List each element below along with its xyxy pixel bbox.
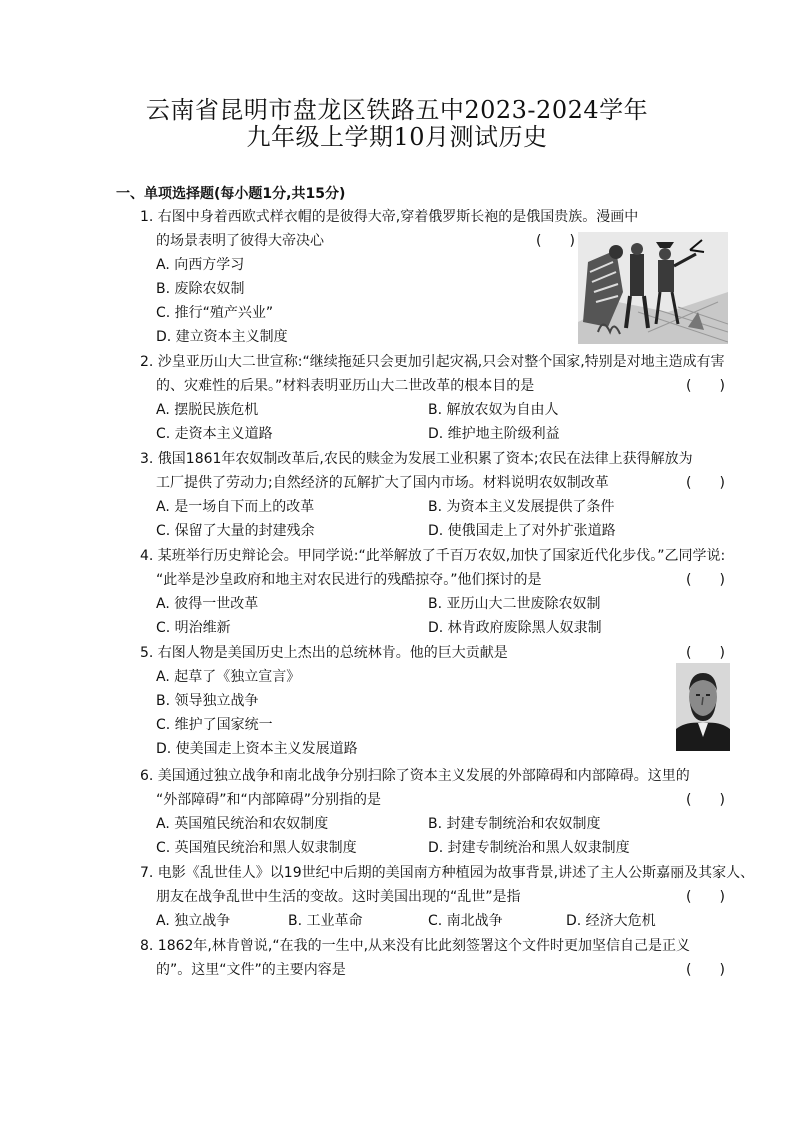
- q4-option-d[interactable]: D. 林肯政府废除黑人奴隶制: [428, 620, 602, 636]
- q4-stem-line1: 4. 某班举行历史辩论会。甲同学说:“此举解放了千百万农奴,加快了国家近代化步伐。”乙同学说:: [140, 548, 726, 564]
- q2-stem-line1: 2. 沙皇亚历山大二世宣称:“继续拖延只会更加引起灾祸,只会对整个国家,特别是对地主造成有害: [140, 354, 725, 370]
- q5-option-a[interactable]: A. 起草了《独立宣言》: [156, 669, 301, 685]
- q6-stem-line1: 6. 美国通过独立战争和南北战争分别扫除了资本主义发展的外部障碍和内部障碍。这里的: [140, 768, 690, 784]
- q6-option-c[interactable]: C. 英国殖民统治和黑人奴隶制度: [156, 840, 357, 856]
- section-heading: 一、单项选择题(每小题1分,共15分): [116, 186, 346, 202]
- q2-answer-bracket[interactable]: ( ): [686, 378, 725, 394]
- q7-stem-line1: 7. 电影《乱世佳人》以19世纪中后期的美国南方种植园为故事背景,讲述了主人公斯嘉丽及其家人、: [140, 865, 755, 881]
- q6-option-b[interactable]: B. 封建专制统治和农奴制度: [428, 816, 601, 832]
- page-title-line1: 云南省昆明市盘龙区铁路五中2023-2024学年: [145, 96, 649, 124]
- q5-stem-line1: 5. 右图人物是美国历史上杰出的总统林肯。他的巨大贡献是: [140, 645, 508, 661]
- q1-stem-line1: 1. 右图中身着西欧式样衣帽的是彼得大帝,穿着俄罗斯长袍的是俄国贵族。漫画中: [140, 209, 639, 225]
- q1-stem-line2: 的场景表明了彼得大帝决心: [156, 233, 324, 249]
- q8-stem-line2: 的”。这里“文件”的主要内容是: [156, 962, 346, 978]
- peter-cartoon-image: [578, 232, 728, 344]
- q7-option-c[interactable]: C. 南北战争: [428, 913, 503, 929]
- q6-option-d[interactable]: D. 封建专制统治和黑人奴隶制度: [428, 840, 630, 856]
- q1-option-a[interactable]: A. 向西方学习: [156, 257, 245, 273]
- q2-option-d[interactable]: D. 维护地主阶级利益: [428, 426, 560, 442]
- q5-option-d[interactable]: D. 使美国走上资本主义发展道路: [156, 741, 358, 757]
- q3-stem-line2: 工厂提供了劳动力;自然经济的瓦解扩大了国内市场。材料说明农奴制改革: [156, 475, 609, 491]
- q2-option-b[interactable]: B. 解放农奴为自由人: [428, 402, 559, 418]
- q4-stem-line2: “此举是沙皇政府和地主对农民进行的残酷掠夺。”他们探讨的是: [156, 572, 542, 588]
- q7-option-b[interactable]: B. 工业革命: [288, 913, 363, 929]
- q3-option-b[interactable]: B. 为资本主义发展提供了条件: [428, 499, 615, 515]
- q6-answer-bracket[interactable]: ( ): [686, 792, 725, 808]
- q1-option-d[interactable]: D. 建立资本主义制度: [156, 329, 288, 345]
- q7-option-d[interactable]: D. 经济大危机: [566, 913, 656, 929]
- q7-option-a[interactable]: A. 独立战争: [156, 913, 231, 929]
- q5-option-b[interactable]: B. 领导独立战争: [156, 693, 259, 709]
- q4-answer-bracket[interactable]: ( ): [686, 572, 725, 588]
- q6-option-a[interactable]: A. 英国殖民统治和农奴制度: [156, 816, 329, 832]
- q3-option-c[interactable]: C. 保留了大量的封建残余: [156, 523, 315, 539]
- q1-answer-bracket[interactable]: ( ): [536, 233, 575, 249]
- q3-answer-bracket[interactable]: ( ): [686, 475, 725, 491]
- q8-answer-bracket[interactable]: ( ): [686, 962, 725, 978]
- q2-option-c[interactable]: C. 走资本主义道路: [156, 426, 273, 442]
- q1-option-c[interactable]: C. 推行“殖产兴业”: [156, 305, 274, 321]
- q6-stem-line2: “外部障碍”和“内部障碍”分别指的是: [156, 792, 382, 808]
- q4-option-a[interactable]: A. 彼得一世改革: [156, 596, 259, 612]
- q1-option-b[interactable]: B. 废除农奴制: [156, 281, 245, 297]
- q3-stem-line1: 3. 俄国1861年农奴制改革后,农民的赎金为发展工业积累了资本;农民在法律上获得解放为: [140, 451, 693, 467]
- q7-stem-line2: 朋友在战争乱世中生活的变故。这时美国出现的“乱世”是指: [156, 889, 521, 905]
- q8-stem-line1: 8. 1862年,林肯曾说,“在我的一生中,从来没有比此刻签署这个文件时更加坚信自己是正义: [140, 938, 691, 954]
- q2-option-a[interactable]: A. 摆脱民族危机: [156, 402, 259, 418]
- q3-option-d[interactable]: D. 使俄国走上了对外扩张道路: [428, 523, 616, 539]
- q3-option-a[interactable]: A. 是一场自下而上的改革: [156, 499, 315, 515]
- q5-answer-bracket[interactable]: ( ): [686, 645, 725, 661]
- q4-option-b[interactable]: B. 亚历山大二世废除农奴制: [428, 596, 601, 612]
- lincoln-portrait-image: [676, 663, 730, 751]
- q2-stem-line2: 的、灾难性的后果。”材料表明亚历山大二世改革的根本目的是: [156, 378, 535, 394]
- q5-option-c[interactable]: C. 维护了国家统一: [156, 717, 273, 733]
- q7-answer-bracket[interactable]: ( ): [686, 889, 725, 905]
- page-title-line2: 九年级上学期10月测试历史: [246, 123, 548, 151]
- q4-option-c[interactable]: C. 明治维新: [156, 620, 231, 636]
